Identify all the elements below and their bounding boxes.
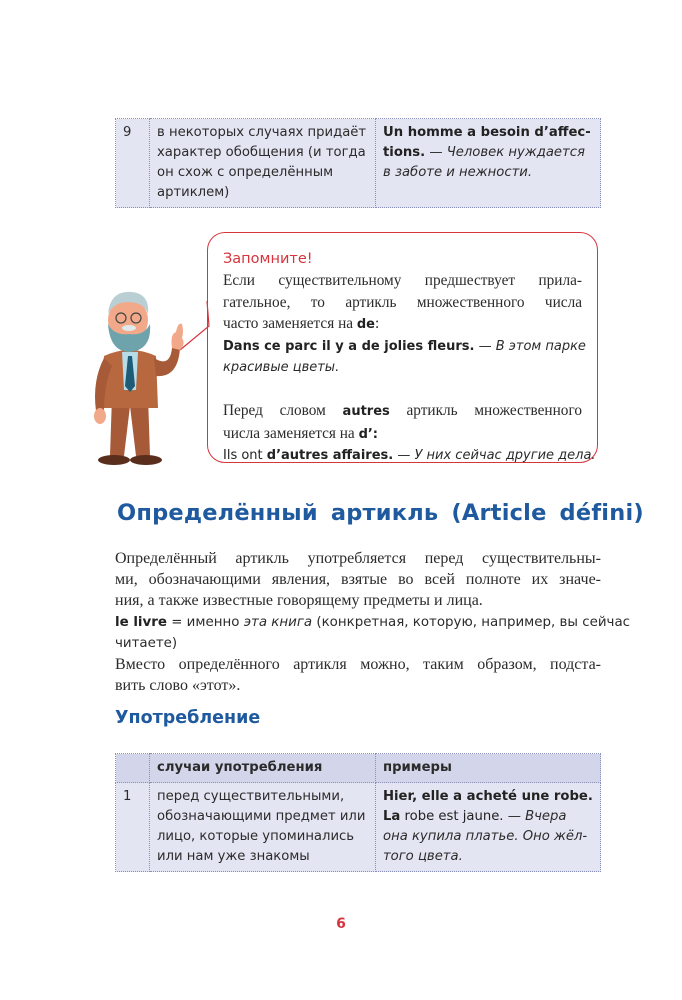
column-header [116,754,150,783]
usage-example [376,783,601,872]
usage-case [150,119,376,208]
callout-text: Перед словом [223,402,343,419]
example-french-bold: d’autres affaires. [266,448,394,463]
callout-text: числа заменяется на [223,424,359,442]
table-header-row [116,754,601,783]
callout-text: гательное, то артикль множественного числа [223,293,582,311]
paragraph-text: (конкретная, которую, например, вы сейчас [312,614,631,630]
callout-text: артикль множественного [389,402,582,419]
callout-title: Запомните! [223,251,313,267]
example-translation: в заботе и нежности. [383,165,533,180]
paragraph-text: читаете) [115,635,178,651]
callout-text: часто заменяется на [223,315,357,332]
example-french: Ils ont [223,448,267,463]
colon: : [375,315,380,332]
example-translation: она купила платье. Оно жёл- [383,829,588,844]
keyword: d’: [358,426,379,442]
paragraph-italic: эта книга [243,614,313,630]
paragraph-line: Вместо определённого артикля можно, таким образом, подста- [115,656,601,674]
paragraph-text: = именно [166,614,244,630]
callout-text: Если существительному предшествует прила- [223,272,582,289]
example-translation: В этом парке [495,338,586,354]
case-line: или нам уже знакомы [157,849,310,864]
example-french: Un homme a besoin d’affec- [383,125,591,140]
dash: — [393,448,415,463]
case-line: в некоторых случаях придаёт [157,125,367,140]
example-french: Hier, elle a acheté une robe. [383,789,593,804]
usage-table [115,753,601,872]
row-number: 1 [116,783,150,872]
example-translation: Вчера [525,809,567,824]
example-french: fleurs. [423,338,475,354]
example-french: le livre [115,614,167,630]
table-row [116,783,601,872]
case-line: артиклем) [157,185,230,200]
example-translation: того цвета. [383,849,463,864]
column-header: примеры [376,754,601,783]
case-line: обозначающими предмет или [157,809,366,824]
column-header: случаи употребления [150,754,376,783]
example-translation: Человек нуждается [446,145,585,160]
example-french: Dans ce parc il [223,338,336,354]
paragraph-line: Определённый артикль употребляется перед существительны- [115,550,601,567]
usage-example [376,119,601,208]
definition-paragraph [115,548,631,696]
page-number: 6 [336,916,346,932]
section-heading: Определённый артикль (Article défini) [117,500,644,526]
example-french: tions. [383,145,426,160]
table-row [116,119,601,208]
usage-case [150,783,376,872]
case-line: лицо, которые упоминались [157,829,355,844]
keyword: autres [342,404,390,419]
subheading: Употребление [115,708,261,728]
example-translation: красивые цветы. [223,360,340,375]
article-bold: La [383,809,401,824]
dash: — [425,145,447,160]
example-translation: У них сейчас другие дела. [414,448,596,463]
paragraph-line: ми, обозначающими явления, взятые во всей полноте их значе- [115,571,601,589]
case-line: перед существительными, [157,789,345,804]
dash: — [474,338,496,354]
case-line: он схож с определённым [157,165,334,180]
usage-table-continued [115,118,601,208]
professor-illustration [74,286,214,468]
dash: — [503,809,526,824]
paragraph-line: ния, а также известные говорящему предметы и лица. [115,592,483,610]
example-french: robe est jaune. [400,809,504,824]
keyword: de [356,317,375,332]
remember-callout [207,232,598,463]
example-french-bold: y a de jolies [335,338,424,354]
row-number: 9 [116,119,150,208]
case-line: характер обобщения (и тогда [157,145,366,160]
paragraph-line: вить слово «этот». [115,677,241,695]
